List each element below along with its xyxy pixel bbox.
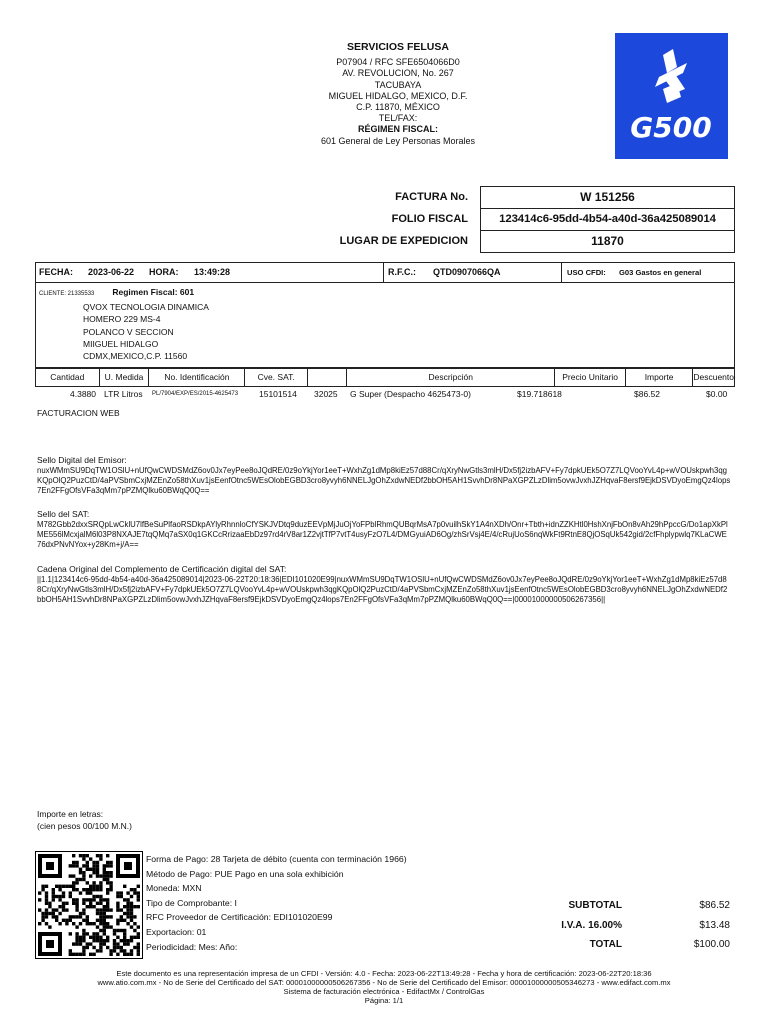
- qr-code-icon: [36, 852, 142, 958]
- col-importe: Importe: [626, 369, 694, 386]
- iva-row: [540, 916, 730, 936]
- item-identificacion: PL/7904/EXP/ES/2015-4625473: [152, 391, 239, 397]
- issuer-line: AV. REVOLUCION, No. 267: [342, 68, 454, 79]
- item-cve-sat: 15101514: [259, 389, 297, 399]
- total-label: TOTAL: [589, 939, 622, 950]
- sello-emisor-value: nuxWMmSU9DqTW1OSlU+nUfQwCWDSMdZ6ov0Jx7eyPee8oJQdRE/0z9oYkjYor1eeT+WxhZg1dMp8kiEz57d88Cr/qXryNwGtls3mlH/Dx5fj2izbAFV+Fy7dpkUEk5O7Z7LQVooYvL4p+wVOUskpwh3qgKQpOlQ2PuzCtD/4aPVSbmCxjMZEnZo58thXuv1jsEenfOtnc5WEsOlobEGBD3cro8yvyh6NNELJgOhZxdwNEDf2bbOH5AH1SvvhDr8NPaXGPZLzDlim5ovwJvxhJZHqvaF8ersf9EjkDSVDyoEmgQz4lops7En2FFgOfsVFa3qMm7pPZMQlku60BWqQ0Q==: [37, 465, 731, 496]
- rfc-label: R.F.C.:: [388, 267, 416, 277]
- invoice-labels: [340, 186, 468, 252]
- cadena-block: [37, 564, 731, 606]
- item-cantidad: 4.3880: [70, 389, 96, 399]
- footer-line: www.atio.com.mx - No de Serie del Certificado del SAT: 00001000000506267356 - No de Serie del Certificado del Emisor: 00001000000505346273 - www.edifact.com.mx: [97, 978, 671, 987]
- folio-value: 123414c6-95dd-4b54-a40d-36a425089014: [481, 209, 734, 231]
- payment-line: Método de Pago: PUE Pago en una sola exhibición: [146, 868, 344, 879]
- col-descuento: Descuento: [693, 372, 734, 382]
- payment-line: Periodicidad: Mes: Año:: [146, 941, 238, 952]
- client-block: [35, 282, 735, 368]
- hora-label: HORA:: [149, 267, 179, 277]
- footer-line: Este documento es una representación impresa de un CFDI - Versión: 4.0 - Fecha: 2023-06-22T13:49:28 - Fecha y hora de certificación: 2023-06-22T20:18:36: [116, 969, 652, 978]
- importe-letras-block: [37, 808, 132, 832]
- rfc-value: QTD0907066QA: [433, 267, 501, 277]
- footer: [0, 969, 768, 1005]
- iva-value: $13.48: [699, 919, 730, 931]
- col-precio: Precio Unitario: [555, 369, 625, 386]
- total-row: [540, 935, 730, 955]
- subtotal-label: SUBTOTAL: [568, 900, 622, 911]
- sello-sat-label: Sello del SAT:: [37, 509, 90, 519]
- sello-emisor-block: [37, 455, 731, 497]
- factura-label: FACTURA No.: [395, 191, 468, 203]
- col-codigo: [308, 369, 347, 386]
- issuer-name: SERVICIOS FELUSA: [347, 41, 449, 53]
- client-line: MIIGUEL HIDALGO: [83, 338, 159, 349]
- payment-line: RFC Proveedor de Certificación: EDI101020E99: [146, 912, 333, 923]
- sello-sat-value: M782Gbb2dxxSRQpLwCklU7lfBeSuPlfaoRSDkpAYlyRhnnloCfYSKJVDtq9duzEEVpMjJuOjYoFPblRhmQUBqrMsA7p0vuilhSkY1A4nXDh/Onr+Tbth+idnZZKHtl0HshXnjFbOn8vAh29hPpccG/Do1apXkPlME556lMcxjalM6l03P8NXAJE7tqQMq7aSX0q1GKCcRrizaaEbDz97rd4rV8ar1Z2vjtTfP7vtT4usyFzO7L4/DMGyuiAD6Og/zhSrVsj4E/4/cRujUoS6nqWkFt9RtnE8QjOSqUk542gid/2cfFhplypwlq7KLaCWE76dxPNvNYox+y28Km+j/A==: [37, 519, 728, 550]
- logo-mark-icon: [615, 33, 728, 159]
- client-regimen: Regimen Fiscal: 601: [112, 287, 195, 297]
- sello-emisor-label: Sello Digital del Emisor:: [37, 455, 127, 465]
- col-cantidad: Cantidad: [36, 369, 100, 386]
- regime-value: 601 General de Ley Personas Morales: [320, 135, 476, 146]
- g500-logo: [615, 33, 728, 159]
- issuer-block: [260, 42, 536, 147]
- issuer-line: MIGUEL HIDALGO, MEXICO, D.F.: [328, 90, 468, 101]
- client-line: HOMERO 229 MS-4: [83, 314, 161, 325]
- col-medida: U. Medida: [100, 369, 150, 386]
- client-line: CDMX,MEXICO,C.P. 11560: [83, 351, 188, 362]
- cadena-label: Cadena Original del Complemento de Certificación digital del SAT:: [37, 564, 287, 574]
- issuer-line: P07904 / RFC SFE6504066D0: [336, 57, 460, 68]
- item-precio: $19.718618: [517, 389, 562, 399]
- item-medida: LTR Litros: [104, 389, 143, 399]
- logo-text: G500: [630, 111, 712, 144]
- fecha-value: 2023-06-22: [88, 267, 135, 277]
- lugar-value: 11870: [591, 234, 624, 248]
- client-line: QVOX TECNOLOGIA DINAMICA: [83, 302, 209, 312]
- invoice-values-box: [480, 186, 735, 253]
- item-importe: $86.52: [634, 389, 660, 399]
- footer-line: Sistema de facturación electrónica - EdifactMx / ControlGas: [283, 987, 485, 996]
- client-line: POLANCO V SECCION: [83, 326, 174, 337]
- importe-letras-value: (cien pesos 00/100 M.N.): [37, 821, 132, 831]
- divider: [561, 263, 562, 282]
- item-descuento: $0.00: [706, 389, 728, 399]
- col-cve-sat: Cve. SAT.: [245, 369, 308, 386]
- lugar-label: LUGAR DE EXPEDICION: [339, 235, 468, 247]
- folio-label: FOLIO FISCAL: [391, 213, 468, 225]
- factura-value: W 151256: [481, 187, 734, 209]
- qr-code: [35, 851, 143, 959]
- issuer-line: C.P. 11870, MÉXICO: [356, 102, 440, 113]
- regime-label: RÉGIMEN FISCAL:: [358, 124, 438, 135]
- items-header: [35, 368, 735, 387]
- total-value: $100.00: [693, 939, 730, 950]
- cadena-value: ||1.1|123414c6-95dd-4b54-a40d-36a425089014|2023-06-22T20:18:36|EDI101020E99|nuxWMmSU9DqTW1OSlU+nUfQwCWDSMdZ6ov0Jx7eyPee8oJQdRE/0z9oYkjYor1eeT+WxhZg1dMp8kiEz57d88Cr/qXryNwGtls3mlH/Dx5fj2izbAFV+Fy7dpkUEk5O7Z7LQVooYvL4p+wVOUskpwh3qgKQpOlQ2PuzCtD/4aPVSbmCxjMZEnZo58thXuv1jsEenfOtnc5WEsOlobEGBD3cro8yvyh6NNELJgOhZxdwNEDf2bbOH5AH1SvvhDr8NPaXGPZLzDlim5ovwJvxhJZHqvaF8ersf9EjkDSVDyoEmgQz4lops7En2FFgOfsVFa3qMm7pPZMQlku60BWqQ0Q==|00001000000506267356||: [37, 574, 728, 605]
- payment-line: Moneda: MXN: [146, 883, 202, 894]
- date-bar: [35, 262, 735, 283]
- client-id: CLIENTE: 21335533: [39, 291, 95, 297]
- footer-line: Página: 1/1: [364, 996, 404, 1005]
- payment-line: Exportacion: 01: [146, 926, 207, 937]
- item-codigo: 32025: [314, 389, 338, 399]
- fecha-label: FECHA:: [39, 267, 73, 277]
- uso-cfdi-value: G03 Gastos en general: [619, 268, 702, 277]
- issuer-line: TEL/FAX:: [378, 113, 418, 124]
- importe-letras-label: Importe en letras:: [37, 809, 104, 819]
- subtotal-value: $86.52: [699, 900, 730, 911]
- iva-label: I.V.A. 16.00%: [561, 919, 622, 931]
- hora-value: 13:49:28: [194, 267, 231, 277]
- payment-line: Forma de Pago: 28 Tarjeta de débito (cuenta con terminación 1966): [146, 854, 407, 864]
- divider: [383, 263, 384, 282]
- item-descripcion: G Super (Despacho 4625473-0): [350, 389, 471, 399]
- facturacion-web: FACTURACION WEB: [37, 408, 120, 418]
- sello-sat-block: [37, 509, 731, 551]
- payment-info: [146, 852, 407, 954]
- uso-cfdi-label: USO CFDI:: [567, 268, 606, 277]
- totals-block: [540, 896, 730, 955]
- subtotal-row: [540, 896, 730, 916]
- col-descripcion: Descripción: [347, 369, 555, 386]
- col-identificacion: No. Identificación: [149, 369, 245, 386]
- payment-line: Tipo de Comprobante: I: [146, 897, 237, 908]
- issuer-line: TACUBAYA: [374, 79, 422, 90]
